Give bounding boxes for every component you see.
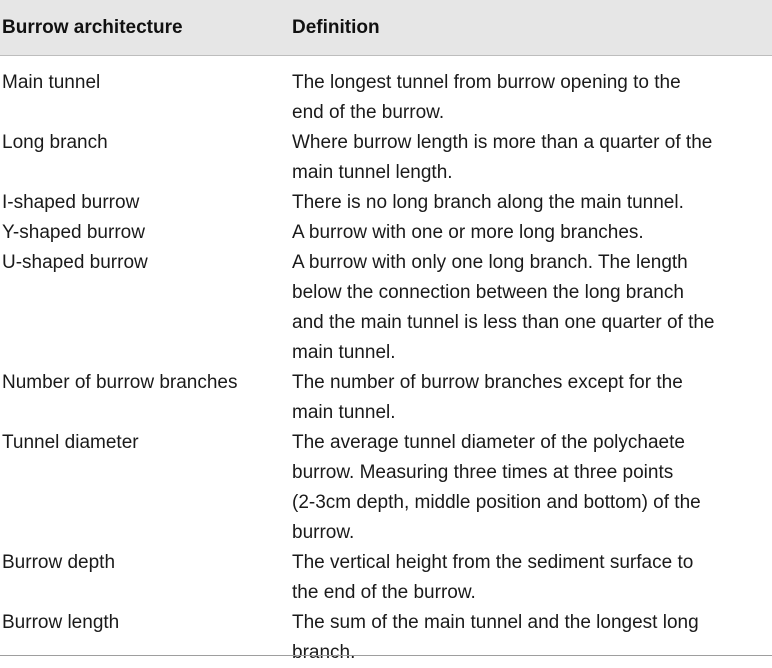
header-burrow-architecture: Burrow architecture xyxy=(2,16,183,38)
table-body xyxy=(0,56,772,668)
table-row-burrow-depth xyxy=(0,548,772,608)
table-row-long-branch xyxy=(0,128,772,188)
table-row-main-tunnel xyxy=(0,68,772,128)
term-cell: Burrow depth xyxy=(2,552,116,573)
definition-cell: The average tunnel diameter of the polychaete burrow. Measuring three times at three points (2-3cm depth, middle position and bottom) of the burrow. xyxy=(292,432,701,543)
definition-cell: Where burrow length is more than a quarter of the main tunnel length. xyxy=(292,132,713,183)
table-bottom-rule xyxy=(0,655,772,656)
definition-cell: The vertical height from the sediment surface to the end of the burrow. xyxy=(292,552,694,603)
term-cell: Long branch xyxy=(2,132,108,153)
table-row-u-shaped-burrow xyxy=(0,248,772,368)
table-row-i-shaped-burrow xyxy=(0,188,772,218)
table-row-burrow-length xyxy=(0,608,772,668)
table-row-tunnel-diameter xyxy=(0,428,772,548)
term-cell: I-shaped burrow xyxy=(2,192,140,213)
term-cell: Number of burrow branches xyxy=(2,372,238,393)
term-cell: Tunnel diameter xyxy=(2,432,139,453)
term-cell: Main tunnel xyxy=(2,72,101,93)
term-cell: U-shaped burrow xyxy=(2,252,148,273)
definition-cell: There is no long branch along the main tunnel. xyxy=(292,192,684,213)
table-row-number-of-burrow-branches xyxy=(0,368,772,428)
table-header-row xyxy=(0,0,772,56)
definition-cell: A burrow with one or more long branches. xyxy=(292,222,644,243)
definition-cell: The longest tunnel from burrow opening to the end of the burrow. xyxy=(292,72,681,123)
header-definition: Definition xyxy=(292,16,380,38)
definition-cell: A burrow with only one long branch. The length below the connection between the long branch and the main tunnel is less than one quarter of the main tunnel. xyxy=(292,252,715,363)
term-cell: Y-shaped burrow xyxy=(2,222,145,243)
definition-cell: The sum of the main tunnel and the longest long branch. xyxy=(292,612,699,663)
table-row-y-shaped-burrow xyxy=(0,218,772,248)
term-cell: Burrow length xyxy=(2,612,120,633)
definition-cell: The number of burrow branches except for the main tunnel. xyxy=(292,372,683,423)
